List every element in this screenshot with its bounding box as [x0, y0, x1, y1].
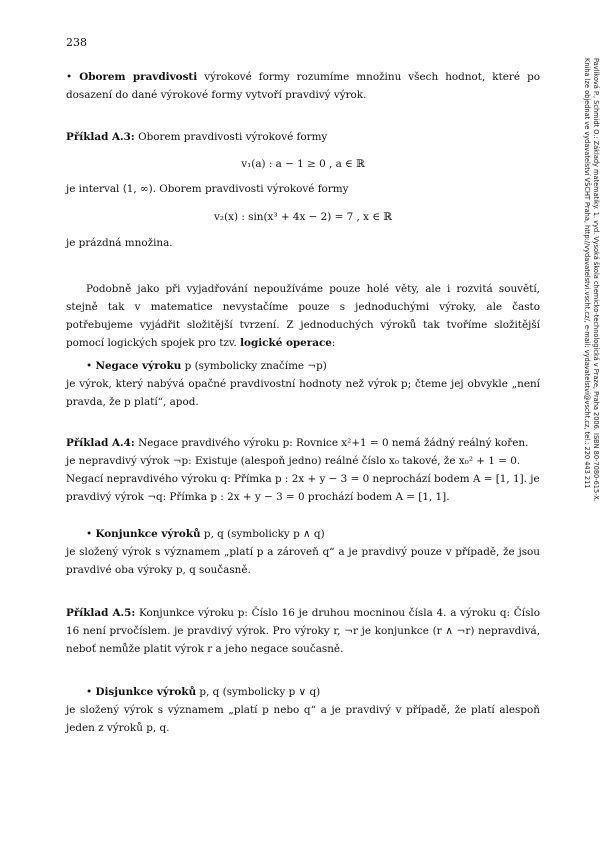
example-a4 — [66, 434, 540, 506]
example-a4-line4: pravdivý výrok ¬q: Přímka p : 2x + y − 3 = 0 prochází bodem A = [1, 1]. — [66, 491, 450, 503]
example-a3-intro — [66, 128, 540, 146]
negation-heading — [66, 357, 560, 375]
example-label: Příklad A.4: — [66, 437, 135, 449]
intro-text: Podobně jako při vyjadřování nepoužíváme pouze holé věty, ale i rozvitá souvětí, stejně tak v matematice nevystačíme pouze s jednoduchými výroky, ale často potřebujeme vyjádřit složitější tvrzení. Z jednoduchých výroků tak tvoříme složitější pomocí logických spojek pro tzv. — [66, 283, 540, 349]
sidebar-line-2: Kniha lze objednat ve vydavatelství VŠCHT Praha, http://vydavatelstvi.vscht.cz/, e-mail: vydavatelstvi@vscht.cz, tel.: 220 443 211 — [583, 58, 592, 489]
conjunction-text: je složený výrok s významem „platí p a zároveň q“ a je pravdivý pouze v případě, že jsou pravdivé oba výroky p, q současně. — [66, 546, 540, 576]
intro-end: : — [331, 337, 336, 349]
example-a4-line3: Negací nepravdivého výroku q: Přímka p : 2x + y − 3 = 0 neprochází bodem A = [1, 1]. je — [66, 473, 540, 485]
negation-symbol: p (symbolicky značíme ¬p) — [181, 360, 327, 372]
intro-term: logické operace — [240, 337, 332, 349]
bullet: • — [86, 528, 93, 540]
example-a3-result2: je prázdná množina. — [66, 237, 173, 249]
example-a3-result1: je interval ⟨1, ∞). Oborem pravdivosti výrokové formy — [66, 183, 349, 195]
disjunction-symbol: p, q (symbolicky p ∨ q) — [196, 686, 321, 698]
conjunction-symbol: p, q (symbolicky p ∧ q) — [200, 528, 325, 540]
example-a4-line1: Negace pravdivého výroku p: Rovnice x²+1 = 0 nemá žádný reálný kořen. — [138, 437, 529, 449]
intro-paragraph — [66, 280, 540, 352]
negation-text: je výrok, který nabývá opačné pravdivostní hodnoty než výrok p; čteme jej obvykle „není pravda, že p platí“, apod. — [66, 378, 540, 408]
definition-text: výrokové formy rozumíme množinu všech hodnot, které po dosazení do dané výrokové formy vytvoří pravdivý výrok. — [66, 71, 540, 101]
conjunction-title: Konjunkce výroků — [95, 528, 201, 540]
bullet: • — [86, 360, 93, 372]
definition-truth-domain — [66, 68, 540, 104]
page-number: 238 — [66, 36, 87, 49]
disjunction-text: je složený výrok s významem „platí p nebo q“ a je pravdivý v případě, že platí alespoň jeden z výroků p, q. — [66, 704, 540, 734]
bullet: • — [66, 71, 73, 83]
formula-v1: v₁(a) : a − 1 ≥ 0 , a ∈ ℝ — [241, 158, 365, 170]
publisher-sidebar — [578, 58, 600, 758]
conjunction-heading — [66, 525, 560, 543]
sidebar-line-1: Pavlíková P., Schmidt O.: Základy matematiky. 1. vyd. Vysoká škola chemicko-technologická v Praze, Praha 2006. ISBN 80-7080-615-X. — [592, 58, 600, 502]
example-a4-line2: je nepravdivý výrok ¬p: Existuje (alespoň jedno) reálné číslo x₀ takové, že x₀² + 1 = 0. — [66, 455, 521, 467]
disjunction-title: Disjunkce výroků — [95, 686, 197, 698]
bullet: • — [86, 686, 93, 698]
negation-title: Negace výroku — [95, 360, 182, 372]
example-label: Příklad A.3: — [66, 131, 135, 143]
example-a5 — [66, 604, 540, 658]
example-a5-text: Konjunkce výroku p: Číslo 16 je druhou mocninou čísla 4. a výroku q: Číslo 16 není prvočíslem. je pravdivý výrok. Pro výroky r, ¬r je konjunkce (r ∧ ¬r) nepravdivá, neboť nemůže platit výrok r a jeho negace současně. — [66, 607, 540, 655]
disjunction-heading — [66, 683, 560, 701]
example-text: Oborem pravdivosti výrokové formy — [138, 131, 328, 143]
definition-term: Oborem pravdivosti — [79, 71, 198, 83]
example-label: Příklad A.5: — [66, 607, 136, 619]
formula-v2: v₂(x) : sin(x³ + 4x − 2) = 7 , x ∈ ℝ — [214, 211, 392, 223]
